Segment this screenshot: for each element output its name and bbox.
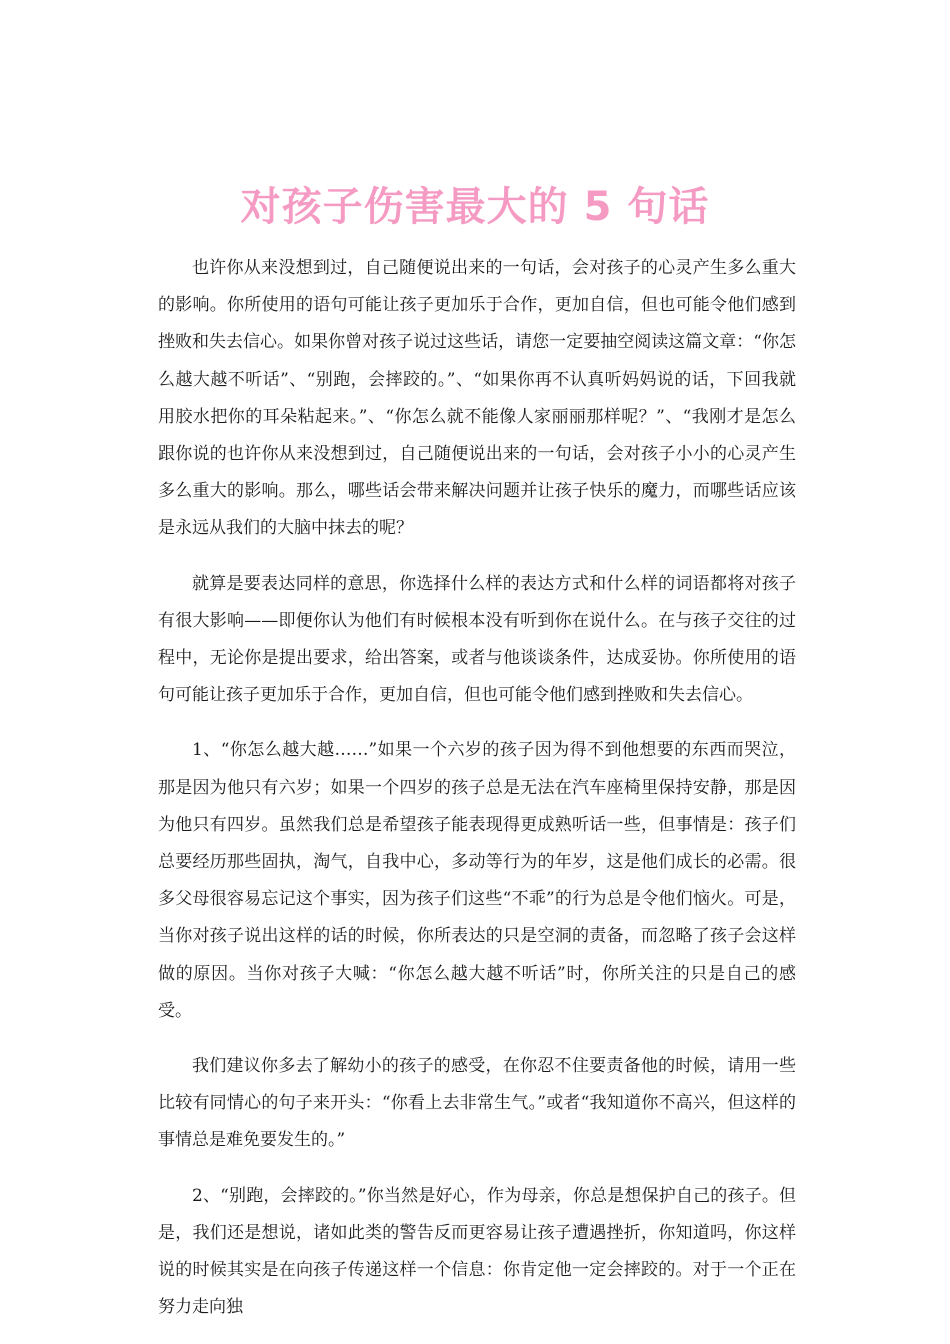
paragraph-advice: 我们建议你多去了解幼小的孩子的感受，在你忍不住要责备他的时候，请用一些比较有同情心的句子来开头：“你看上去非常生气。”或者“我知道你不高兴，但这样的事情总是难免要发生的。” [158, 1056, 796, 1151]
document-body [158, 250, 796, 1344]
paragraph-point-2: 2、“别跑，会摔跤的。”你当然是好心，作为母亲，你总是想保护自己的孩子。但是，我们还是想说，诸如此类的警告反而更容易让孩子遭遇挫折，你知道吗，你这样说的时候其实是在向孩子传递这样一个信息：你肯定他一定会摔跤的。对于一个正在努力走向独 [158, 1185, 796, 1318]
paragraph-point-1: 1、“你怎么越大越……”如果一个六岁的孩子因为得不到他想要的东西而哭泣，那是因为他只有六岁；如果一个四岁的孩子总是无法在汽车座椅里保持安静，那是因为他只有四岁。虽然我们总是希望孩子能表现得更成熟听话一些，但事情是：孩子们总要经历那些固执，淘气，自我中心，多动等行为的年岁，这是他们成长的必需。很多父母很容易忘记这个事实，因为孩子们这些“不乖”的行为总是令他们恼火。可是，当你对孩子说出这样的话的时候，你所表达的只是空洞的责备，而忽略了孩子会这样做的原因。当你对孩子大喊：“你怎么越大越不听话”时，你所关注的只是自己的感受。 [158, 740, 796, 1021]
paragraph-expression: 就算是要表达同样的意思，你选择什么样的表达方式和什么样的词语都将对孩子有很大影响——即便你认为他们有时候根本没有听到你在说什么。在与孩子交往的过程中，无论你是提出要求，给出答案，或者与他谈谈条件，达成妥协。你所使用的语句可能让孩子更加乐于合作，更加自信，但也可能令他们感到挫败和失去信心。 [158, 573, 796, 706]
paragraph-intro: 也许你从来没想到过，自己随便说出来的一句话，会对孩子的心灵产生多么重大的影响。你所使用的语句可能让孩子更加乐于合作，更加自信，但也可能令他们感到挫败和失去信心。如果你曾对孩子说过这些话，请您一定要抽空阅读这篇文章：“你怎么越大越不听话”、“别跑，会摔跤的。”、“如果你再不认真听妈妈说的话，下回我就用胶水把你的耳朵粘起来。”、“你怎么就不能像人家丽丽那样呢？”、“我刚才是怎么跟你说的也许你从来没想到过，自己随便说出来的一句话，会对孩子小小的心灵产生多么重大的影响。那么，哪些话会带来解决问题并让孩子快乐的魔力，而哪些话应该是永远从我们的大脑中抹去的呢？ [158, 258, 796, 539]
document-title: 对孩子伤害最大的 5 句话 [240, 183, 710, 230]
